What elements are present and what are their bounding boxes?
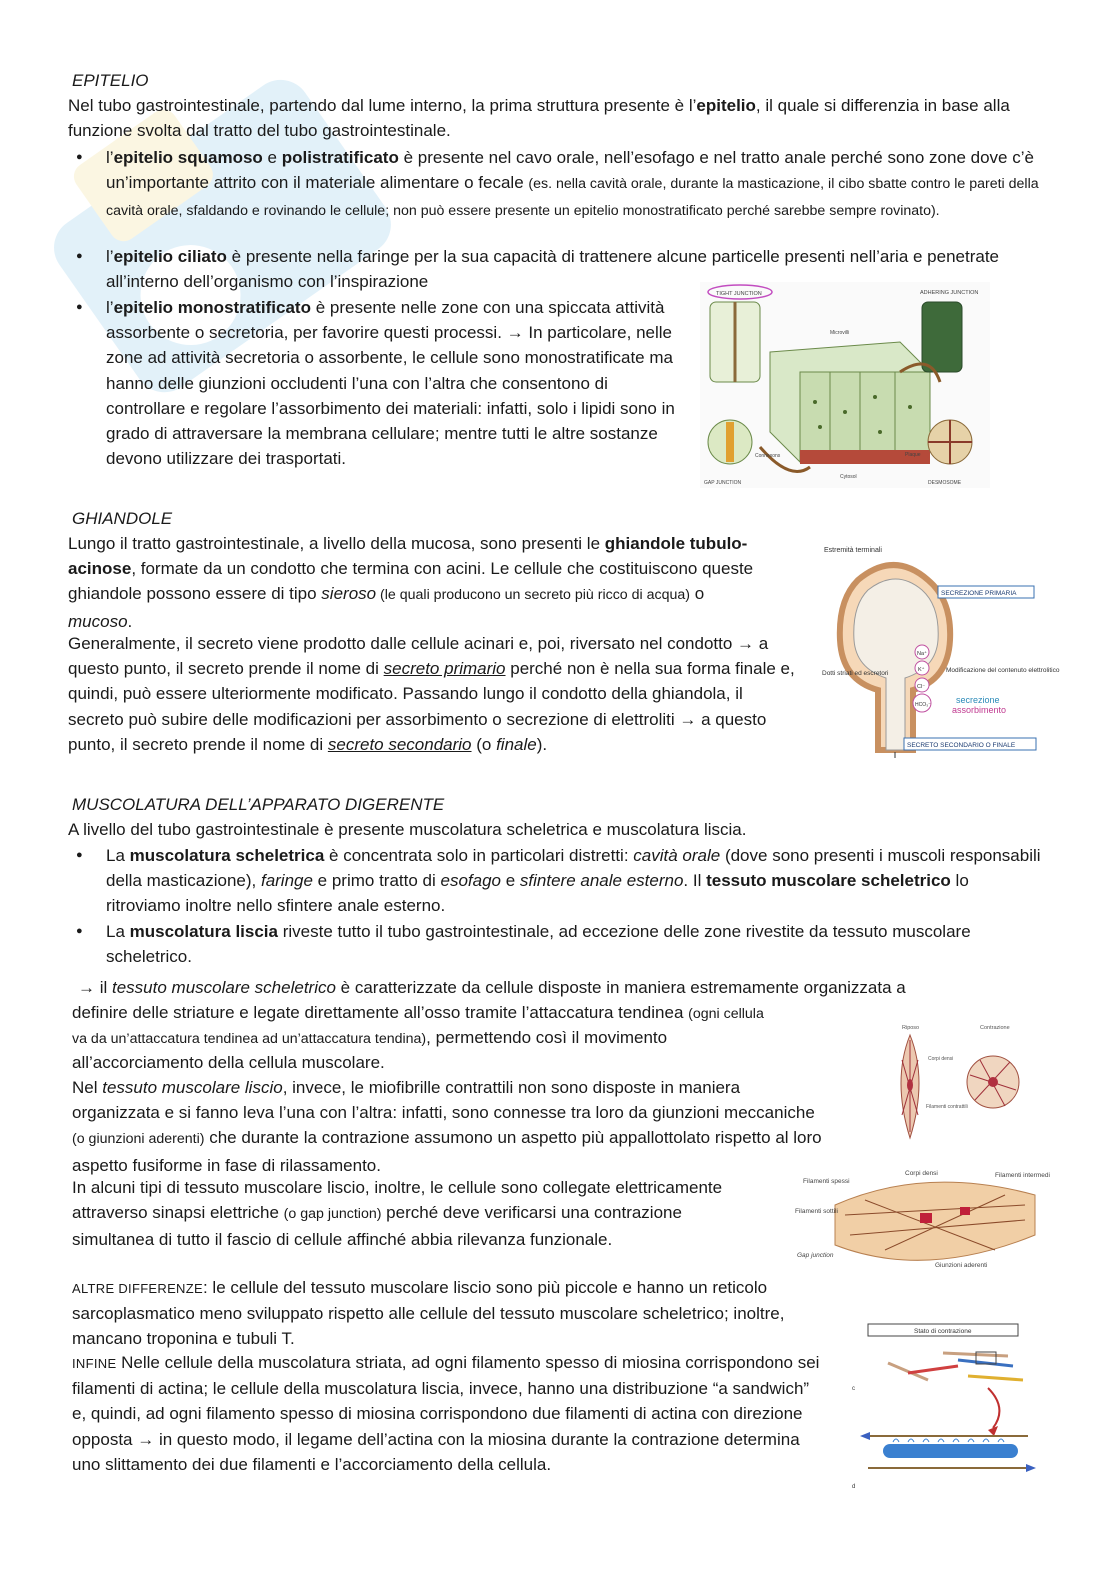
label-filamenti-intermedi: Filamenti intermedi	[995, 1172, 1050, 1179]
epithelium-junctions-figure	[700, 282, 990, 488]
ion-hco3: HCO₃⁻	[915, 702, 931, 708]
label-tight-junction: TIGHT JUNCTION	[716, 291, 762, 297]
text-run: : le cellule del tessuto muscolare liscio sono più piccole e hanno un reticolo sarcoplasmatico meno sviluppato rispetto alle cellule del tessuto muscolare scheletrico; inoltre, mancano troponina e tubuli T.	[72, 1278, 785, 1349]
text-run: , invece, le miofibrille contrattili non sono disposte in maniera organizzata e si fanno leva l’una con l’altra: infatti, sono connesse tra loro da giunzioni meccaniche	[72, 1078, 815, 1123]
text-run: e	[262, 148, 282, 167]
text-run: La	[106, 846, 130, 865]
label-assorbimento: assorbimento	[952, 705, 1007, 715]
text-run: è concentrata solo in particolari distretti:	[324, 846, 634, 865]
heading-epitelio: EPITELIO	[72, 71, 149, 90]
label-giunzioni-aderenti: Giunzioni aderenti	[935, 1262, 988, 1269]
text-run: l’	[106, 148, 114, 167]
text-run: Lungo il tratto gastrointestinale, a livello della mucosa, sono presenti le	[68, 534, 605, 553]
text-run: INFINE	[72, 1356, 117, 1371]
label-connexons: Connexons	[755, 453, 781, 459]
label-contrazione: Contrazione	[980, 1025, 1010, 1031]
label-stato-contrazione: Stato di contrazione	[914, 1328, 972, 1335]
text-run: lo ritroviamo inoltre nello sfintere anale esterno.	[106, 871, 969, 916]
text-run: La	[106, 922, 130, 941]
text-run: epitelio monostratificato	[113, 298, 311, 317]
text-run: faringe	[260, 871, 313, 891]
text-run: mucoso	[68, 611, 128, 631]
text-run: ALTRE DIFFERENZE	[72, 1281, 203, 1296]
text-run: perché non è nella sua forma finale e, quindi, può essere ulteriormente modificato. Passando lungo il condotto della ghiandola, il secreto può subire delle modificazioni per assorbimento o secrezione di elettroliti → a questo punto, il secreto prende il nome di	[68, 659, 795, 754]
text-run: (o gap junction)	[283, 1206, 382, 1223]
text-run: , formate da un condotto che termina con acini. Le cellule che costituiscono queste ghiandole possono essere di tipo	[68, 559, 754, 604]
text-run: all’accorciamento della cellula muscolare.	[72, 1053, 385, 1072]
text-run: Generalmente, il secreto viene prodotto dalle cellule acinari e, poi, riversato nel condotto → a questo punto, il secreto prende il nome di	[68, 634, 769, 679]
label-dotti-striati: Dotti striati ed escretori	[822, 670, 889, 677]
label-corpi-densi-fil: Corpi densi	[905, 1170, 938, 1177]
text-run: sieroso	[321, 584, 377, 604]
text-run: (le quali producono un secreto più ricco di acqua)	[376, 587, 690, 604]
text-run: . Il	[683, 871, 707, 891]
label-secreto-secondario: SECRETO SECONDARIO O FINALE	[907, 742, 1016, 749]
text-run: , il quale si differenzia in base alla funzione svolta dal tratto del tubo gastrointestinale.	[68, 96, 1010, 141]
smooth-muscle-filaments-figure	[795, 1165, 1050, 1280]
label-d: d	[852, 1484, 856, 1490]
text-run: secreto secondario	[327, 734, 472, 754]
ghiandole-paragraph-2	[68, 631, 796, 757]
epithelial-cells-block	[770, 342, 930, 464]
heading-muscolatura: MUSCOLATURA DELL’APPARATO DIGERENTE	[72, 795, 445, 814]
label-secrezione-primaria: SECREZIONE PRIMARIA	[941, 590, 1017, 597]
text-run: finale	[496, 734, 537, 754]
text-run: esofago	[440, 871, 502, 891]
text-run: riveste tutto il tubo gastrointestinale, ad eccezione delle zone rivestite da tessuto muscolare scheletrico.	[106, 922, 971, 967]
ion-na: Na⁺	[917, 651, 927, 657]
text-run: (dove sono presenti i muscoli responsabili della masticazione),	[106, 846, 1041, 891]
musc-bullet-liscia	[106, 919, 1006, 969]
text-run: è presente nella faringe per la sua capacità di trattenere alcune particelle presenti nell’aria e penetrate all’interno dell’organismo con l’inspirazione	[106, 247, 1000, 292]
label-modificazione: Modificazione del contenuto elettrolitico	[946, 667, 1060, 674]
musc-infine-paragraph	[72, 1350, 827, 1477]
text-run: perché deve verificarsi una contrazione simultanea di tutto il fascio di cellule affinché abbia rilevanza funzionale.	[72, 1203, 682, 1250]
text-run: che durante la contrazione assumono un aspetto più appallottolato rispetto al loro aspetto fusiforme in fase di rilassamento.	[72, 1128, 822, 1175]
text-run: secreto primario	[383, 659, 506, 679]
label-estremita-terminali	[824, 547, 882, 554]
ion-k: K⁺	[918, 667, 925, 673]
musc-scheletrico-line-3	[72, 1025, 852, 1052]
label-gap-junction-fil: Gap junction	[797, 1252, 834, 1259]
gland-secretion-figure	[818, 540, 1060, 760]
musc-liscio-paragraph	[72, 1075, 824, 1178]
epitelio-bullet-monostratificato	[106, 295, 681, 471]
text-run: Nel tubo gastrointestinale, partendo dal lume interno, la prima struttura presente è l’	[68, 96, 697, 115]
text-run: e primo tratto di	[312, 871, 441, 891]
text-run: epitelio ciliato	[113, 247, 227, 266]
epitelio-bullet-squamoso	[106, 145, 1046, 225]
label-riposo: Riposo	[902, 1025, 920, 1031]
text-run: , permettendo così il movimento	[426, 1028, 668, 1047]
ion-cl: Cl⁻	[917, 684, 926, 690]
label-desmosome: DESMOSOME	[928, 480, 962, 486]
text-run: muscolatura liscia	[129, 922, 278, 941]
text-run: muscolatura scheletrica	[129, 846, 325, 865]
text-run: cavità orale	[633, 846, 721, 865]
text-run: Nelle cellule della muscolatura striata, ad ogni filamento spesso di miosina corrispondono sei filamenti di actina; le cellule della muscolatura liscia, invece, hanno una distribuzione “a sandwich” e, quindi, ad ogni filamento spesso di miosina corrispondono due filamenti di actina con direzione opposta → in questo modo, il legame dell’actina con la miosina durante la contrazione determina uno slittamento dei due filamenti e l’accorciamento della cellula.	[72, 1353, 820, 1474]
text-run: epitelio	[696, 96, 756, 115]
text-run: tessuto muscolare liscio	[102, 1078, 283, 1097]
ghiandole-paragraph-1	[68, 531, 768, 634]
text-run: (o	[471, 734, 497, 754]
text-run: o	[690, 584, 705, 604]
text-run: e	[501, 871, 520, 891]
text-run: tessuto muscolare scheletrico	[706, 871, 951, 891]
text-run: è presente nel cavo orale, nell’esofago e nel tratto anale perché sono zone dove c’è un’importante attrito con il materiale alimentare o fecale	[106, 148, 1034, 193]
text-run: .	[127, 611, 133, 631]
label-adhering-junction: ADHERING JUNCTION	[920, 290, 979, 296]
text-run: (o giunzioni aderenti)	[72, 1131, 205, 1148]
text-run: l’	[106, 247, 114, 266]
text-run: Nel	[72, 1078, 103, 1097]
musc-bullet-scheletrica	[106, 843, 1042, 919]
label-corpi-densi: Corpi densi	[928, 1056, 954, 1062]
text-run: va da un’attaccatura tendinea ad un’attaccatura tendina)	[72, 1031, 427, 1047]
bullet-dot-icon: ●	[76, 250, 83, 262]
text-run: ghiandole tubulo-acinose	[68, 534, 748, 579]
text-run: → il	[78, 978, 112, 997]
label-microvilli: Microvilli	[830, 330, 850, 336]
musc-scheletrico-line-2	[72, 1000, 872, 1027]
text-run: tessuto muscolare scheletrico	[112, 978, 336, 997]
label-cytosol: Cytosol	[840, 474, 857, 480]
contraction-state-figure	[848, 1318, 1043, 1493]
text-run: epitelio squamoso	[113, 148, 263, 167]
text-run: definire delle striature e legate direttamente all’osso tramite l’attaccatura tendinea	[72, 1003, 689, 1022]
label-plaque: Plaque	[905, 452, 921, 458]
musc-scheletrico-line-1	[78, 975, 1038, 1000]
text-run: è caratterizzate da cellule disposte in maniera estremamente organizzata a	[335, 978, 906, 997]
text-run: è presente nelle zone con una spiccata attività assorbente o secretoria, per favorire questi processi. → In particolare, nelle zone ad attività secretoria o assorbente, le cellule sono monostratificate ma hanno delle giunzioni occludenti l’una con l’altra che consentono di controllare e regolare l’assorbimento dei materiali: infatti, solo i lipidi sono in grado di attraversare la membrana cellulare; mentre tutti le altre sostanze devono utilizzare dei trasportati.	[106, 298, 675, 469]
bullet-dot-icon: ●	[76, 925, 83, 937]
text-run: In alcuni tipi di tessuto muscolare liscio, inoltre, le cellule sono collegate elettricamente attraverso sinapsi elettriche	[72, 1178, 723, 1223]
label-gap-junction: GAP JUNCTION	[704, 480, 742, 486]
text-run: ).	[536, 734, 548, 754]
text-run: (ogni cellula	[688, 1006, 764, 1022]
epitelio-intro	[68, 93, 1038, 143]
bullet-dot-icon: ●	[76, 301, 83, 313]
musc-scheletrico-line-4	[72, 1050, 852, 1075]
label-filamenti-contrattili: Filamenti contrattili	[926, 1104, 968, 1110]
heading-ghiandole: GHIANDOLE	[72, 509, 173, 528]
text-run: sfintere anale esterno	[519, 871, 684, 891]
musc-sinapsi-paragraph	[72, 1175, 762, 1253]
smooth-muscle-cell-figure	[890, 1020, 1030, 1145]
label-secrezione: secrezione	[956, 695, 1000, 705]
musc-altre-differenze	[72, 1275, 792, 1352]
bullet-dot-icon: ●	[76, 849, 83, 861]
bullet-dot-icon: ●	[76, 151, 83, 163]
musc-intro: A livello del tubo gastrointestinale è presente muscolatura scheletrica e muscolatura liscia.	[68, 820, 747, 839]
label-filamenti-spessi: Filamenti spessi	[803, 1178, 850, 1185]
label-filamenti-sottili: Filamenti sottili	[795, 1208, 838, 1215]
text-run: polistratificato	[281, 148, 399, 167]
text-run: (es. nella cavità orale, durante la masticazione, il cibo sbatte contro le pareti della cavità orale, sfaldando e rovinando le cellule; non può essere presente un epitelio monostratificato perché sarebbe sempre rovinato).	[106, 176, 1039, 220]
label-c: c	[852, 1386, 855, 1392]
label-estremita-text: Estremità terminali	[824, 547, 882, 554]
text-run: l’	[106, 298, 114, 317]
